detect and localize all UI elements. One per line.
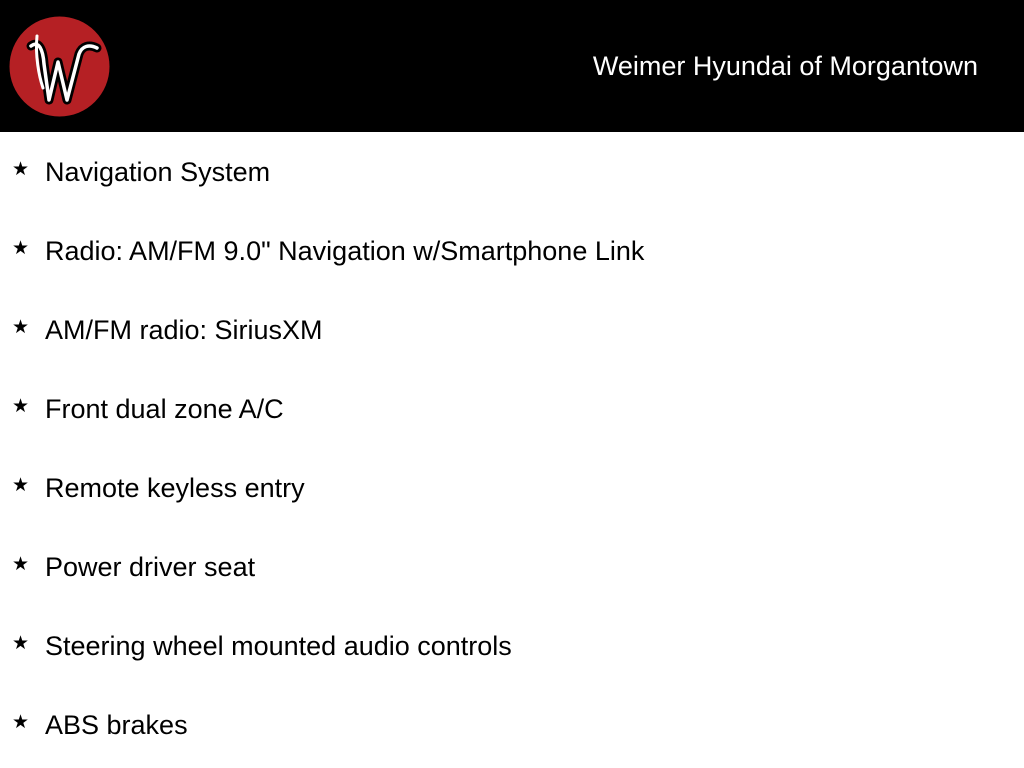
star-icon: ★ — [12, 317, 30, 338]
feature-label: ABS brakes — [45, 710, 188, 740]
feature-label: Steering wheel mounted audio controls — [45, 631, 512, 661]
feature-item — [0, 231, 1024, 271]
feature-item — [0, 547, 1024, 587]
star-icon: ★ — [12, 633, 30, 654]
feature-label: AM/FM radio: SiriusXM — [45, 315, 323, 345]
star-icon: ★ — [12, 554, 30, 575]
feature-label: Remote keyless entry — [45, 473, 305, 503]
dealer-name: Weimer Hyundai of Morgantown — [592, 51, 978, 81]
star-icon: ★ — [12, 475, 30, 496]
feature-list — [0, 132, 1024, 768]
feature-item — [0, 310, 1024, 350]
feature-item — [0, 705, 1024, 745]
feature-item — [0, 152, 1024, 192]
feature-label: Power driver seat — [45, 552, 256, 582]
star-icon: ★ — [12, 159, 30, 180]
feature-label: Front dual zone A/C — [45, 394, 284, 424]
header-bar — [0, 0, 1024, 132]
feature-item — [0, 468, 1024, 508]
feature-label: Radio: AM/FM 9.0" Navigation w/Smartphone Link — [45, 236, 645, 266]
feature-item — [0, 389, 1024, 429]
star-icon: ★ — [12, 238, 30, 259]
feature-item — [0, 626, 1024, 666]
feature-label: Navigation System — [45, 157, 271, 187]
weimer-w-logo-icon — [9, 16, 110, 117]
star-icon: ★ — [12, 712, 30, 733]
star-icon: ★ — [12, 396, 30, 417]
